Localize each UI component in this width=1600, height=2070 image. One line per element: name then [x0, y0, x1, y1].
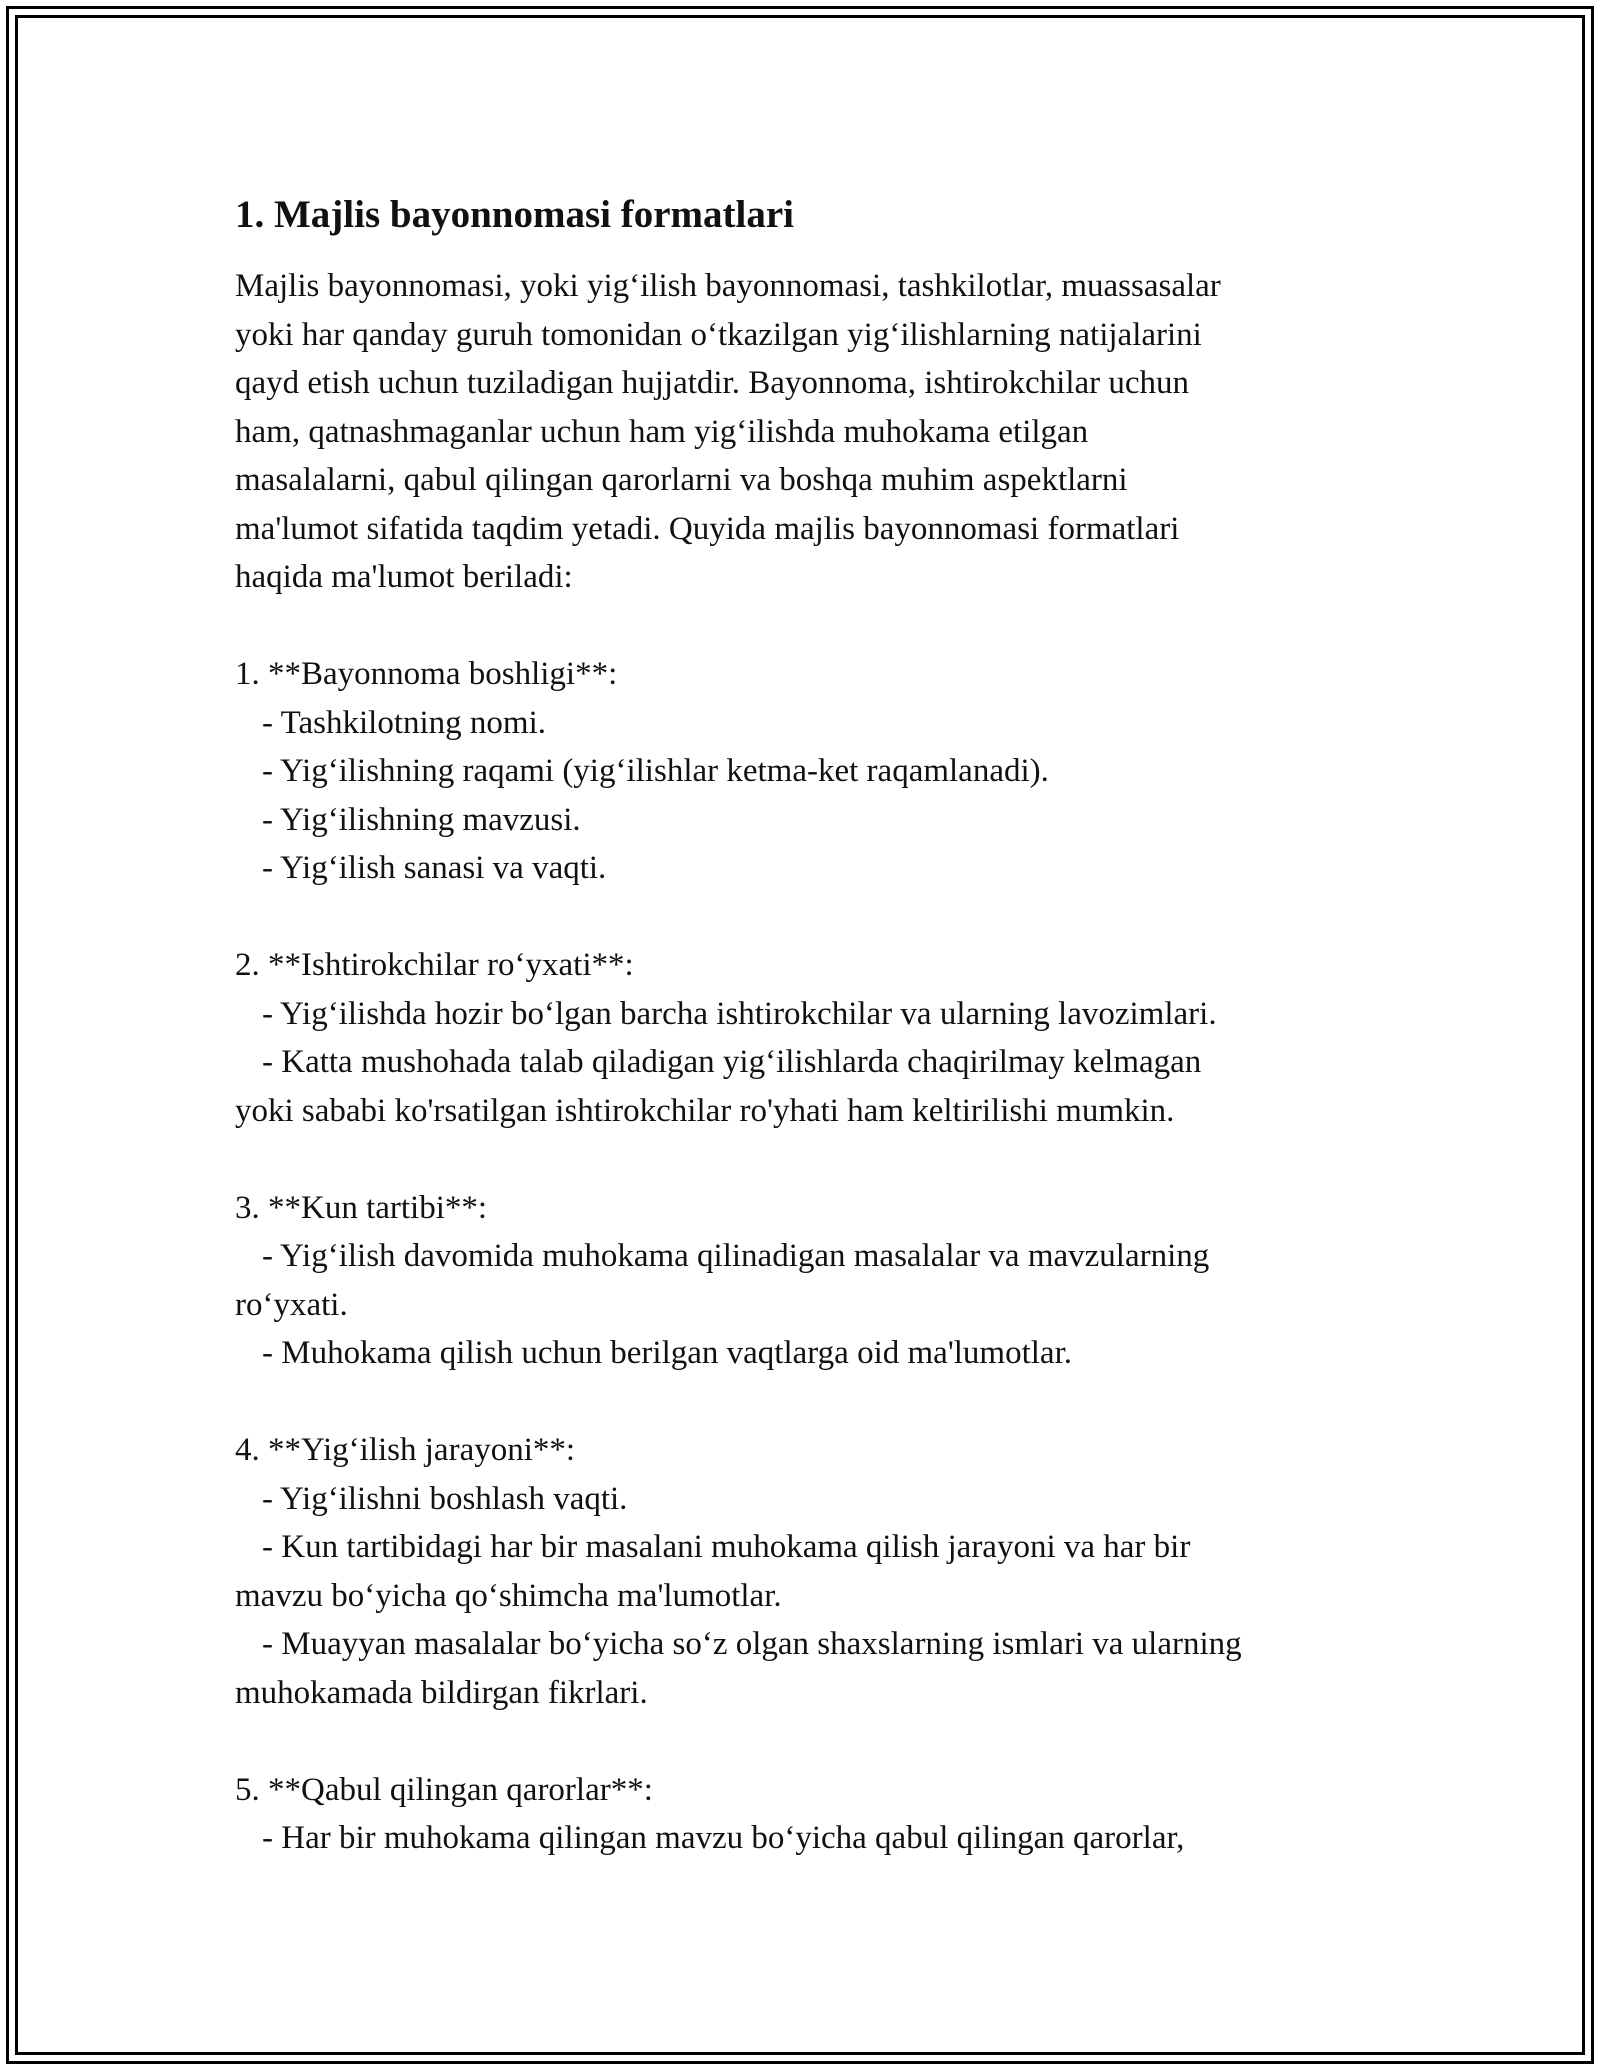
section-agenda — [235, 1184, 1375, 1378]
intro-line: ham, qatnashmaganlar uchun ham yig‘ilishda muhokama etilgan — [235, 413, 1089, 450]
intro-line: qayd etish uchun tuziladigan hujjatdir. Bayonnoma, ishtirokchilar uchun — [235, 365, 1190, 401]
intro-paragraph — [235, 262, 1375, 602]
list-item: - Yig‘ilish sanasi va vaqti. — [262, 850, 607, 886]
list-item: - Katta mushohada talab qiladigan yig‘ilishlarda chaqirilmay kelmagan — [262, 1044, 1202, 1080]
intro-line: haqida ma'lumot beriladi: — [235, 559, 573, 595]
list-item: - Yig‘ilishning raqami (yig‘ilishlar ketma-ket raqamlanadi). — [262, 753, 1049, 789]
intro-line: yoki har qanday guruh tomonidan o‘tkazilgan yig‘ilishlarning natijalarini — [235, 316, 1202, 353]
section-header-info — [235, 650, 1375, 893]
page-title: 1. Majlis bayonnomasi formatlari — [235, 193, 794, 236]
section-decisions — [235, 1766, 1375, 1863]
section-heading: 5. **Qabul qilingan qarorlar**: — [235, 1771, 653, 1808]
section-participants — [235, 941, 1375, 1135]
intro-line: Majlis bayonnomasi, yoki yig‘ilish bayonnomasi, tashkilotlar, muassasalar — [235, 268, 1221, 304]
section-heading: 3. **Kun tartibi**: — [235, 1189, 488, 1226]
list-item: - Yig‘ilish davomida muhokama qilinadigan masalalar va mavzularning — [262, 1238, 1210, 1274]
list-item: - Yig‘ilishni boshlash vaqti. — [262, 1480, 628, 1517]
section-heading: 4. **Yig‘ilish jarayoni**: — [235, 1432, 576, 1468]
list-item-continuation: ro‘yxati. — [235, 1286, 348, 1323]
list-item-continuation: mavzu bo‘yicha qo‘shimcha ma'lumotlar. — [235, 1577, 782, 1614]
section-meeting-process — [235, 1426, 1375, 1717]
list-item: - Muhokama qilish uchun berilgan vaqtlarga oid ma'lumotlar. — [262, 1335, 1072, 1371]
section-heading: 1. **Bayonnoma boshligi**: — [235, 656, 618, 692]
list-item: - Yig‘ilishning mavzusi. — [262, 801, 581, 838]
list-item-continuation: muhokamada bildirgan fikrlari. — [235, 1674, 648, 1711]
list-item: - Tashkilotning nomi. — [262, 704, 546, 741]
document-body — [235, 186, 1375, 1863]
intro-line: ma'lumot sifatida taqdim yetadi. Quyida majlis bayonnomasi formatlari — [235, 510, 1180, 547]
list-item: - Kun tartibidagi har bir masalani muhokama qilish jarayoni va har bir — [262, 1529, 1191, 1565]
list-item: - Yig‘ilishda hozir bo‘lgan barcha ishtirokchilar va ularning lavozimlari. — [262, 995, 1217, 1032]
list-item-continuation: yoki sababi ko'rsatilgan ishtirokchilar ro'yhati ham keltirilishi mumkin. — [235, 1092, 1175, 1129]
section-heading: 2. **Ishtirokchilar ro‘yxati**: — [235, 947, 634, 983]
list-item: - Muayyan masalalar bo‘yicha so‘z olgan shaxslarning ismlari va ularning — [262, 1626, 1242, 1662]
intro-line: masalalarni, qabul qilingan qarorlarni va boshqa muhim aspektlarni — [235, 462, 1128, 498]
list-item: - Har bir muhokama qilingan mavzu bo‘yicha qabul qilingan qarorlar, — [262, 1820, 1185, 1856]
